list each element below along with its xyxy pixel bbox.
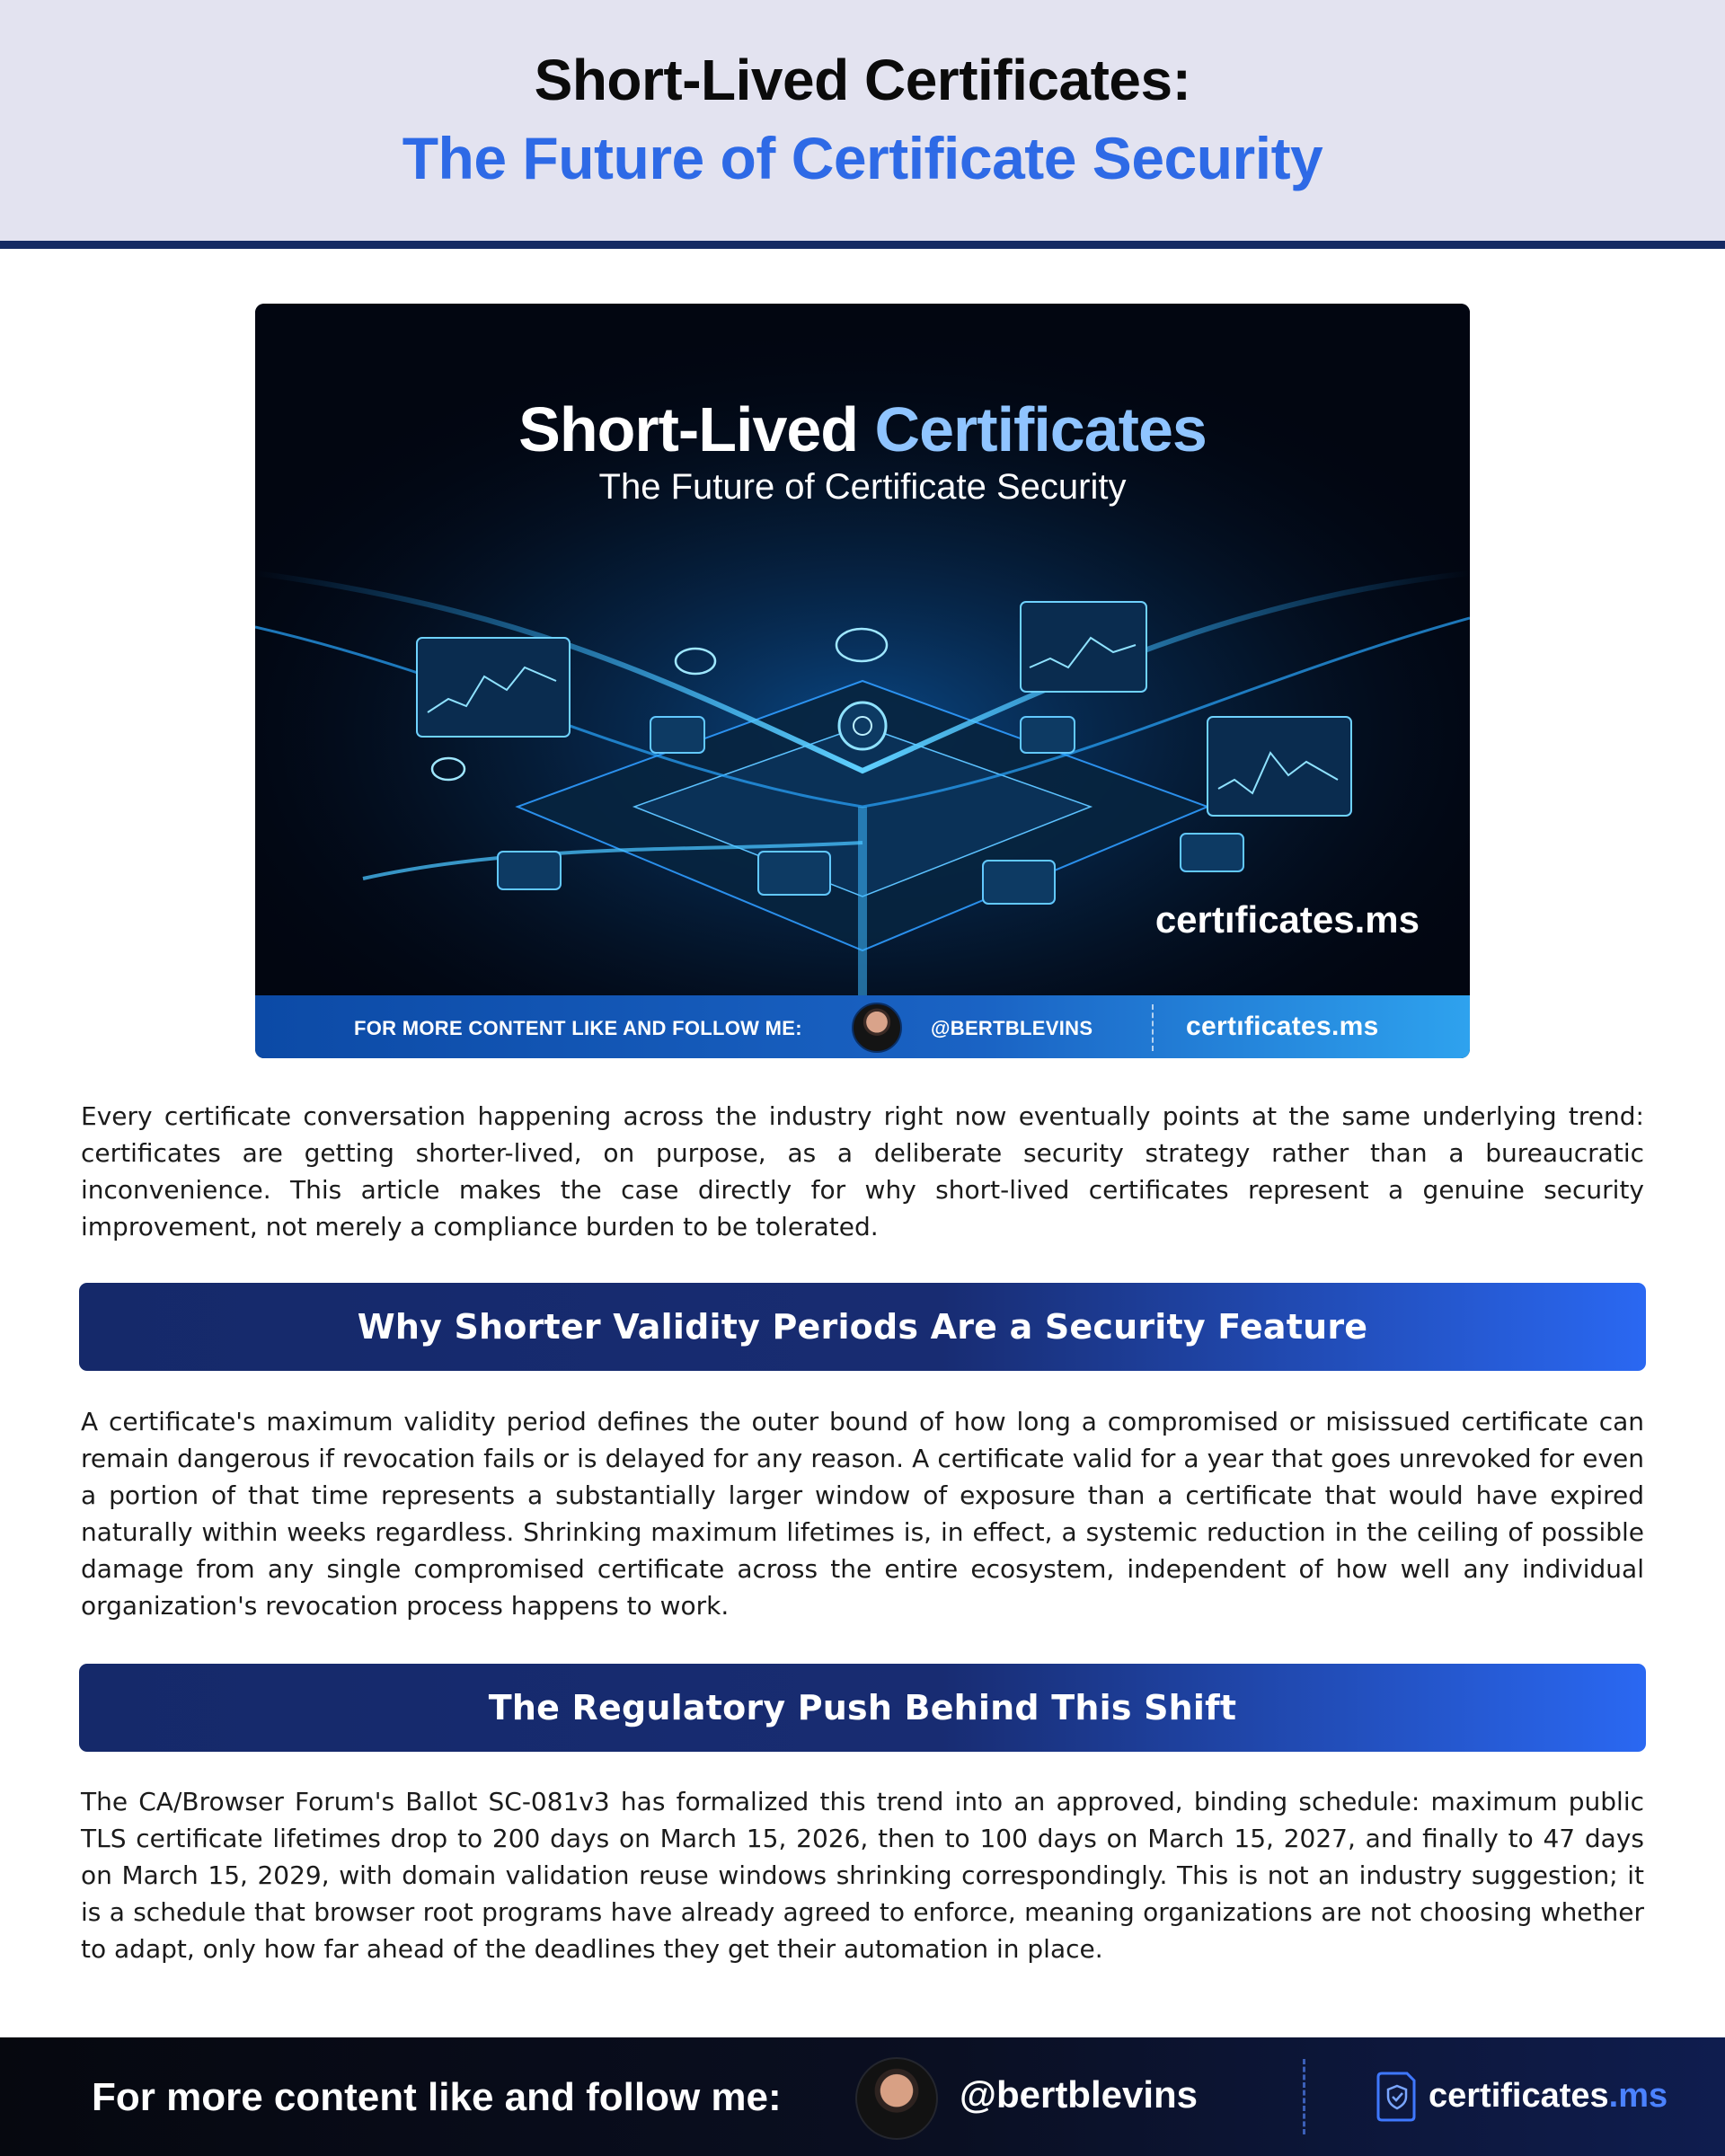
intro-paragraph: Every certificate conversation happening across the industry right now eventually points at the same underlying trend: certificates are getting shorter-lived, on purpose, as a deliberate security strategy rather than a bureaucratic inconvenience. This article makes the case directly for why short-lived certificates represent a genuine security improvement, not merely a compliance burden to be tolerated.	[81, 1101, 1644, 1241]
hero-title-word1: Short-Lived	[518, 394, 875, 464]
header-divider	[0, 241, 1725, 249]
page-subtitle: The Future of Certificate Security	[402, 125, 1323, 191]
hero-brand-logo: certıficates.ms	[1154, 898, 1420, 941]
footer-brand-name: certificates	[1429, 2077, 1609, 2115]
strip-handle: @BERTBLEVINS	[931, 1017, 1093, 1039]
section-paragraph: The CA/Browser Forum's Ballot SC-081v3 has formalized this trend into an approved, binding schedule: maximum public TLS certificate lifetimes drop to 200 days on March 15, 2026, then to 100 days on March 15, 2027, and finally to 47 days on March 15, 2029, with domain validation reuse windows shrinking correspondingly. This is not an industry suggestion; it is a schedule that browser root programs have already agreed to enforce, meaning organizations are not choosing whether to adapt, only how far ahead of the deadlines they get their automation in place.	[81, 1787, 1644, 1964]
page-footer	[0, 2037, 1725, 2156]
certificate-shield-icon	[1376, 2070, 1418, 2124]
footer-brand	[1429, 2077, 1668, 2116]
footer-follow-text: For more content like and follow me:	[92, 2075, 782, 2119]
avatar	[855, 2057, 938, 2140]
section-heading: Why Shorter Validity Periods Are a Security Feature	[357, 1307, 1368, 1347]
footer-brand-tld: .ms	[1608, 2077, 1668, 2115]
hero-follow-strip	[255, 995, 1470, 1058]
section-heading-bar	[79, 1283, 1646, 1371]
page-title: Short-Lived Certificates:	[534, 48, 1191, 112]
section-paragraph: A certificate's maximum validity period defines the outer bound of how long a compromised or misissued certificate can remain dangerous if revocation fails or is delayed for any reason. A certificate valid for a year that goes unrevoked for even a portion of that time represents a substantially larger window of exposure than a certificate that would have expired naturally within weeks regardless. Shrinking maximum lifetimes is, in effect, a systemic reduction in the ceiling of possible damage from any single compromised certificate across the entire ecosystem, independent of how well any individual organization's revocation process happens to work.	[81, 1407, 1644, 1621]
strip-brand: certıficates.ms	[1186, 1012, 1379, 1041]
avatar	[852, 1003, 902, 1053]
section-heading-bar	[79, 1664, 1646, 1752]
strip-follow-text: FOR MORE CONTENT LIKE AND FOLLOW ME:	[354, 1017, 802, 1039]
hero-title-word2: Certificates	[874, 394, 1207, 464]
page-header	[0, 0, 1725, 241]
footer-handle: @bertblevins	[960, 2073, 1199, 2116]
hero-title	[255, 393, 1470, 465]
footer-divider	[1303, 2059, 1305, 2134]
strip-divider	[1152, 1004, 1154, 1051]
section-heading: The Regulatory Push Behind This Shift	[488, 1688, 1237, 1727]
hero-subtitle: The Future of Certificate Security	[598, 467, 1127, 507]
hero-banner-image	[255, 304, 1470, 1058]
